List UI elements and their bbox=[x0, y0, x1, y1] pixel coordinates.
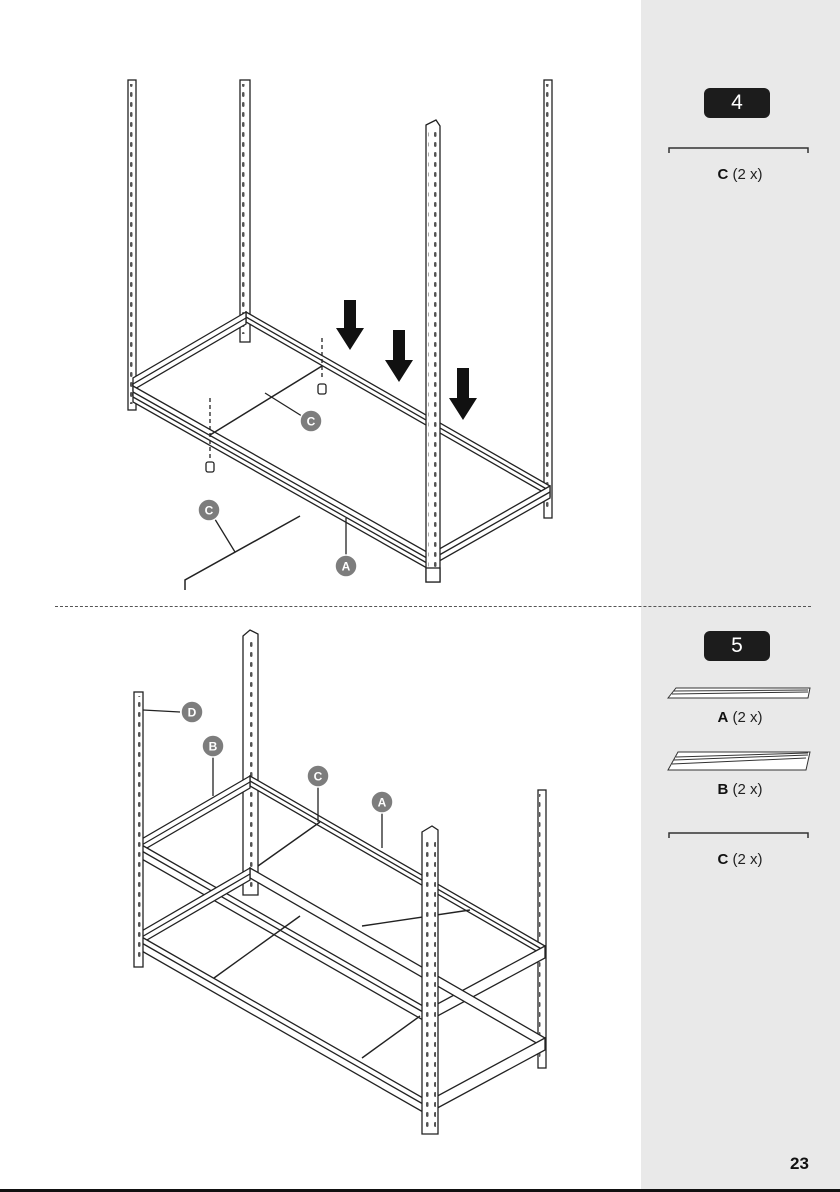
step-number-badge: 4 bbox=[704, 88, 770, 118]
part-letter: B bbox=[717, 781, 729, 798]
part-quantity: (2 x) bbox=[732, 851, 763, 868]
post-front-right-5 bbox=[422, 826, 438, 1134]
callout-a-step5 bbox=[371, 791, 393, 813]
step-number-badge: 5 bbox=[704, 631, 770, 661]
bar-c-icon bbox=[669, 833, 808, 838]
part-label bbox=[660, 851, 820, 868]
callout-d bbox=[181, 701, 203, 723]
lower-shelf bbox=[140, 868, 545, 1116]
part-label bbox=[660, 781, 820, 798]
part-letter: A bbox=[717, 709, 729, 726]
beam-a-icon bbox=[668, 688, 810, 698]
bar-c-icon bbox=[669, 148, 808, 153]
svg-text:A: A bbox=[377, 795, 387, 810]
svg-text:C: C bbox=[306, 414, 316, 429]
post-back-left bbox=[128, 80, 136, 410]
svg-text:C: C bbox=[204, 503, 214, 518]
part-label bbox=[660, 166, 820, 183]
shelf-frame-step4 bbox=[133, 312, 550, 572]
part-quantity: (2 x) bbox=[732, 166, 763, 183]
svg-text:A: A bbox=[341, 559, 351, 574]
step-4-drawing bbox=[128, 80, 552, 590]
callout-c-installed bbox=[300, 410, 322, 432]
callout-c-loose bbox=[198, 499, 220, 521]
callout-a-step4 bbox=[335, 555, 357, 577]
page-number: 23 bbox=[790, 1154, 809, 1173]
post-front-right bbox=[426, 120, 440, 582]
post-front-left-5 bbox=[134, 692, 143, 967]
part-letter: C bbox=[717, 851, 729, 868]
post-back-right bbox=[544, 80, 552, 518]
part-quantity: (2 x) bbox=[732, 781, 763, 798]
post-back-middle-5 bbox=[243, 630, 258, 895]
post-back-right-5 bbox=[538, 790, 546, 1068]
part-letter: C bbox=[717, 166, 729, 183]
post-back-middle bbox=[240, 80, 250, 342]
part-label bbox=[660, 709, 820, 726]
push-down-arrows bbox=[336, 300, 477, 420]
svg-text:B: B bbox=[208, 739, 218, 754]
svg-text:D: D bbox=[187, 705, 197, 720]
part-quantity: (2 x) bbox=[732, 709, 763, 726]
callout-c-step5 bbox=[307, 765, 329, 787]
beam-b-icon bbox=[668, 752, 810, 770]
callout-b bbox=[202, 735, 224, 757]
svg-text:C: C bbox=[313, 769, 323, 784]
